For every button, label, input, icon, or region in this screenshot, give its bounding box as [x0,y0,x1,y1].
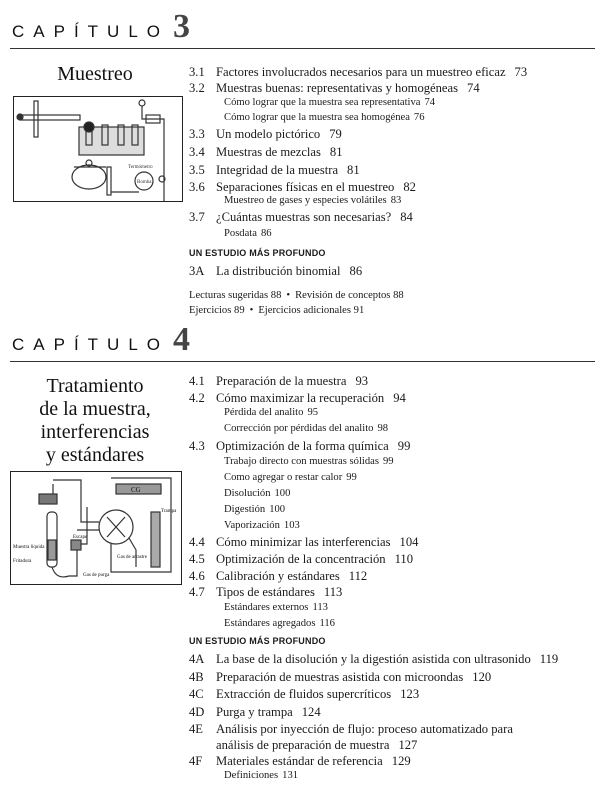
page-number: 99 [397,439,411,453]
section-number: 4D [189,705,205,719]
toc-entry[interactable] [189,127,342,142]
end-matter-line [189,290,404,301]
divider [10,361,595,362]
diagram-label: Termómetro [128,165,153,170]
subsection-title: Digestión [224,504,266,515]
page-number: 131 [282,770,299,781]
title-line: de la muestra, [39,398,151,420]
toc-subentry[interactable] [224,488,290,499]
divider [10,48,595,49]
toc-entry[interactable] [189,585,342,600]
page-number: 79 [329,127,342,141]
section-title: Un modelo pictórico [216,127,321,141]
section-title: Optimización de la forma química [216,439,389,453]
page-number: 95 [307,407,319,418]
toc-entry[interactable] [189,552,413,567]
toc-entry[interactable] [189,687,419,702]
section-number: 3.3 [189,127,205,141]
section-title: Preparación de la muestra [216,374,347,388]
page-number: 110 [394,552,414,566]
toc-entry[interactable] [189,670,491,685]
toc-entry[interactable] [189,163,360,178]
bullet: • [249,305,254,316]
bullet: • [286,290,291,301]
purge-and-trap-diagram [10,471,182,585]
toc-subentry[interactable] [224,520,300,531]
chapter-number: 3 [173,8,191,45]
page-number: 113 [312,602,328,613]
page-number: 74 [467,81,480,95]
section-number: 3.6 [189,180,205,194]
diagram-label: Muestra líquida [13,545,45,550]
chapter-number: 4 [173,321,191,358]
diagram-label: Trampa [161,509,177,514]
section-number: 4E [189,722,203,736]
subsection-title: Estándares externos [224,602,309,613]
toc-entry[interactable] [189,652,558,667]
section-title: Materiales estándar de referencia [216,754,383,768]
page-number: 104 [399,535,419,549]
page-number: 86 [260,228,272,239]
section-number: 3.5 [189,163,205,177]
section-title: Muestras buenas: representativas y homogéneas [216,81,459,95]
end-matter-line [189,305,364,316]
toc-entry[interactable] [189,210,413,225]
subsection-title: Muestreo de gases y especies volátiles [224,195,387,206]
toc-subentry[interactable] [224,618,335,629]
section-number: 4.5 [189,552,205,566]
deeper-study-heading: UN ESTUDIO MÁS PROFUNDO [189,248,326,258]
section-title: Factores involucrados necesarios para un muestreo eficaz [216,65,506,79]
subsection-title: Como agregar o restar calor [224,472,343,483]
subsection-title: Definiciones [224,770,279,781]
toc-entry[interactable] [189,535,418,550]
section-title: Cómo maximizar la recuperación [216,391,385,405]
deeper-study-heading: UN ESTUDIO MÁS PROFUNDO [189,636,326,646]
subsection-title: Vaporización [224,520,280,531]
end-matter-item[interactable]: Lecturas sugeridas [189,290,269,301]
diagram-label: Gas de arrastre [117,555,147,560]
page-number: 76 [413,112,425,123]
toc-subentry[interactable] [224,456,394,467]
page-number: 116 [319,618,335,629]
toc-entry[interactable] [189,264,362,279]
page-number: 73 [514,65,528,79]
section-title: Análisis por inyección de flujo: proceso automatizado para [216,722,513,736]
purge-trap-drawing [11,472,181,584]
toc-subentry[interactable] [224,423,388,434]
page-number: 84 [400,210,413,224]
toc-subentry[interactable] [224,97,435,108]
toc-entry[interactable] [189,754,411,769]
page-number: 124 [301,705,321,719]
page-number: 103 [283,520,300,531]
end-matter-item[interactable]: Ejercicios adicionales [258,305,351,316]
toc-subentry[interactable] [224,228,272,239]
toc-entry[interactable] [189,81,480,96]
page-number: 123 [400,687,420,701]
end-matter-item[interactable]: Ejercicios [189,305,232,316]
toc-entry[interactable] [189,722,513,737]
subsection-title: Posdata [224,228,257,239]
subsection-title: Cómo lograr que la muestra sea representativa [224,97,421,108]
section-title: Integridad de la muestra [216,163,339,177]
section-title: Muestras de mezclas [216,145,321,159]
page-number: 112 [348,569,368,583]
section-number: 4.7 [189,585,205,599]
page-number: 82 [403,180,416,194]
toc-entry[interactable] [189,180,416,195]
section-number: 3.2 [189,81,205,95]
section-title: Tipos de estándares [216,585,315,599]
page-number: 86 [349,264,363,278]
end-matter-item[interactable]: Revisión de conceptos [295,290,391,301]
subsection-title: Estándares agregados [224,618,316,629]
section-number: 3.7 [189,210,205,224]
page-number: 88 [393,290,404,301]
section-number: 4.1 [189,374,205,388]
section-number: 3.1 [189,65,205,79]
toc-entry[interactable] [189,145,343,160]
page-number: 98 [377,423,389,434]
subsection-title: Pérdida del analito [224,407,304,418]
section-title: Preparación de muestras asistida con microondas [216,670,464,684]
subsection-title: Disolución [224,488,271,499]
section-title: Optimización de la concentración [216,552,386,566]
page-number: 91 [353,305,365,316]
section-number: 4.2 [189,391,205,405]
toc-subentry[interactable] [224,195,401,206]
section-number: 4F [189,754,203,768]
section-number: 4B [189,670,204,684]
title-line: y estándares [45,444,145,466]
page-number: 83 [390,195,402,206]
section-number: 4.6 [189,569,205,583]
sampling-apparatus-diagram [13,96,183,202]
page-number: 74 [424,97,436,108]
diagram-label: CG [131,486,141,494]
section-number: 4C [189,687,204,701]
section-number: 3.4 [189,145,205,159]
page-number: 119 [539,652,559,666]
diagram-label: Bomba [137,180,152,185]
diagram-label: Fritadura [13,559,32,564]
chapter-4-label [12,322,190,363]
section-title: ¿Cuántas muestras son necesarias? [216,210,392,224]
toc-entry[interactable] [189,705,321,720]
page-number: 113 [323,585,343,599]
toc-entry[interactable] [189,391,406,406]
section-title: Extracción de fluidos supercríticos [216,687,392,701]
chapter-title [0,375,190,467]
page-number: 99 [346,472,357,483]
page-number: 129 [391,754,411,768]
page-number: 89 [234,305,245,316]
page-number: 81 [347,163,360,177]
subsection-title: Corrección por pérdidas del analito [224,423,374,434]
title-line: interferencias [40,421,150,443]
toc-entry[interactable] [189,65,527,80]
page-number: 100 [274,488,291,499]
page-number: 127 [398,738,418,752]
chapter-3-label [12,9,190,50]
page-number: 88 [270,290,282,301]
section-title: análisis de preparación de muestra [216,738,390,752]
section-title: Cómo minimizar las interferencias [216,535,391,549]
diagram-label: Escape [73,535,88,540]
page-number: 99 [382,456,394,467]
section-title: La distribución binomial [216,264,341,278]
section-title: La base de la disolución y la digestión asistida con ultrasonido [216,652,531,666]
toc-entry[interactable] [189,374,368,389]
diagram-label: Gas de purga [83,573,110,578]
subsection-title: Cómo lograr que la muestra sea homogénea [224,112,410,123]
page-number: 93 [355,374,369,388]
toc-subentry[interactable] [224,770,298,781]
section-number: 4A [189,652,205,666]
toc-entry[interactable] [189,439,410,454]
page-number: 81 [329,145,343,159]
toc-entry-continuation[interactable] [216,738,417,753]
page-number: 120 [472,670,492,684]
page-number: 94 [393,391,406,405]
toc-subentry[interactable] [224,602,328,613]
page-number: 100 [269,504,286,515]
chapter-title: Muestreo [57,63,133,85]
section-number: 4.4 [189,535,205,549]
section-title: Purga y trampa [216,705,293,719]
section-number: 4.3 [189,439,205,453]
toc-subentry[interactable] [224,112,425,123]
toc-subentry[interactable] [224,472,357,483]
toc-subentry[interactable] [224,504,285,515]
title-line: Tratamiento [46,375,144,397]
section-number: 3A [189,264,205,278]
chapter-label-text: CAPÍTULO [12,335,170,354]
chapter-label-text: CAPÍTULO [12,22,170,41]
apparatus-drawing [14,97,182,201]
section-title: Calibración y estándares [216,569,340,583]
toc-subentry[interactable] [224,407,318,418]
toc-entry[interactable] [189,569,367,584]
section-title: Separaciones físicas en el muestreo [216,180,395,194]
subsection-title: Trabajo directo con muestras sólidas [224,456,379,467]
